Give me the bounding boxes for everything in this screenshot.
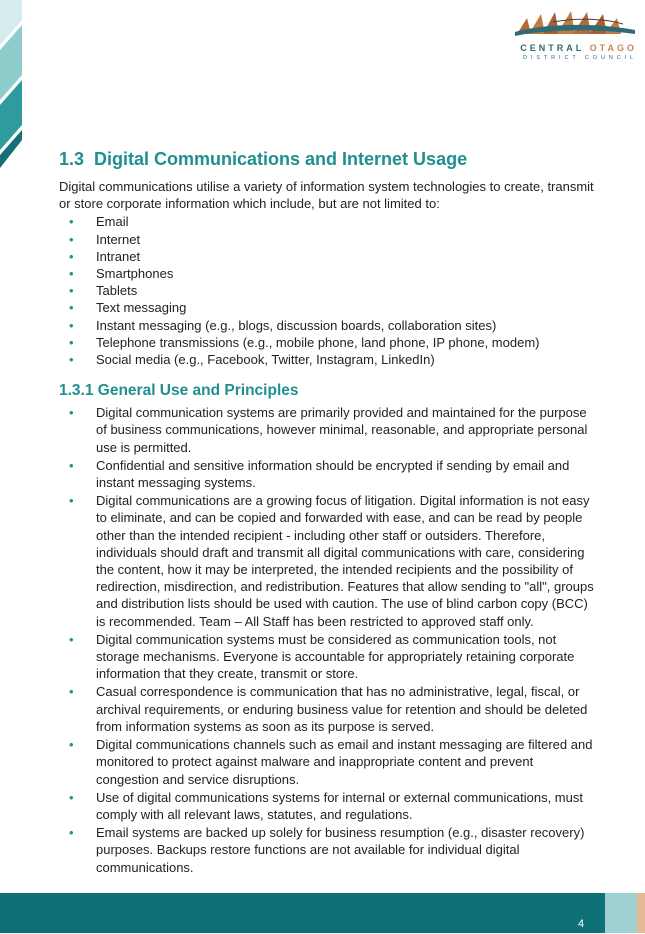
section-title: Digital Communications and Internet Usage xyxy=(94,149,468,169)
list-item: • Smartphones xyxy=(69,266,174,282)
list-item: • Digital communications channels such as email and instant messaging are filtered and monitored to protect against malware and inappropriate content and prevent congestion and service disruptions. xyxy=(69,737,593,787)
list-item: • Use of digital communications systems for internal or external communications, must comply with all relevant laws, statutes, and regulations. xyxy=(69,789,583,822)
page-number: 4 xyxy=(578,918,585,930)
subsection-heading: 1.3.1 General Use and Principles xyxy=(59,382,299,400)
footer-bar xyxy=(0,893,605,933)
bullet-icon: • xyxy=(69,789,74,805)
section-number: 1.3 xyxy=(59,149,85,169)
bullet-icon: • xyxy=(69,631,74,647)
decorative-chevrons xyxy=(0,0,26,170)
bullet-icon: • xyxy=(69,825,74,841)
hills-logo-icon xyxy=(513,8,637,40)
footer-accent xyxy=(605,893,637,933)
list-item: • Casual correspondence is communication that has no administrative, legal, fiscal, or archival requirements, or enduring business value for retention and should be deleted from information systems as soon as its purpose is served. xyxy=(69,684,588,734)
list-item: • Telephone transmissions (e.g., mobile phone, land phone, IP phone, modem) xyxy=(69,334,540,350)
bullet-icon: • xyxy=(69,684,74,700)
bullet-icon: • xyxy=(69,300,74,316)
footer-accent-edge xyxy=(637,893,645,933)
council-logo xyxy=(513,8,637,64)
bullet-icon: • xyxy=(69,405,74,421)
bullet-icon: • xyxy=(69,214,74,230)
list-item: • Digital communication systems must be considered as communication tools, not storage mechanisms. Everyone is accountable for appropriately retaining corporate information that they create, transmit or store. xyxy=(69,631,575,682)
technology-list xyxy=(59,213,599,368)
bullet-icon: • xyxy=(69,737,74,753)
bullet-icon: • xyxy=(69,317,74,333)
list-item: • Confidential and sensitive information should be encrypted if sending by email and instant messaging systems. xyxy=(69,457,570,491)
list-item: • Tablets xyxy=(69,283,138,299)
bullet-icon: • xyxy=(69,457,74,473)
bullet-icon: • xyxy=(69,248,74,264)
list-item: • Text messaging xyxy=(69,300,187,316)
list-item: • Email systems are backed up solely for business resumption (e.g., disaster recovery) purposes. Backups restore functions are not available for individual digital communications. xyxy=(69,825,585,875)
list-item: • Internet xyxy=(69,231,141,247)
page-content xyxy=(59,148,599,877)
list-item: • Email xyxy=(69,214,129,230)
logo-subtitle: DISTRICT COUNCIL xyxy=(523,55,637,61)
list-item: • Social media (e.g., Facebook, Twitter, Instagram, LinkedIn) xyxy=(69,352,435,368)
list-item: • Instant messaging (e.g., blogs, discussion boards, collaboration sites) xyxy=(69,317,497,333)
bullet-icon: • xyxy=(69,493,74,509)
bullet-icon: • xyxy=(69,283,74,299)
list-item: • Digital communications are a growing focus of litigation. Digital information is not easy to eliminate, and can be copied and forwarded with ease, and can be read by people other than the intended recipient - including other staff or outsiders. Therefore, individuals should draft and transmit all digital communications with care, considering the content, how it may be interpreted, the intended recipients and the possibility of redirection, misdirection, and redistribution. Features that allow sending to "all", groups and distribution lists should be used with caution. The use of blind carbon copy (BCC) is recommended. Team – All Staff has been restricted to approved staff only. xyxy=(69,493,594,629)
list-item: • Intranet xyxy=(69,248,141,264)
principles-list xyxy=(59,404,599,875)
list-item: • Digital communication systems are primarily provided and maintained for the purpose of business communications, however minimal, reasonable, and appropriate personal use is permitted. xyxy=(69,405,588,455)
bullet-icon: • xyxy=(69,266,74,282)
logo-name: CENTRAL OTAGO xyxy=(520,43,637,53)
bullet-icon: • xyxy=(69,334,74,350)
section-intro: Digital communications utilise a variety of information system technologies to create, transmit or store corporate information which include, but are not limited to: xyxy=(59,179,594,212)
section-heading xyxy=(59,148,599,170)
bullet-icon: • xyxy=(69,352,74,368)
bullet-icon: • xyxy=(69,231,74,247)
